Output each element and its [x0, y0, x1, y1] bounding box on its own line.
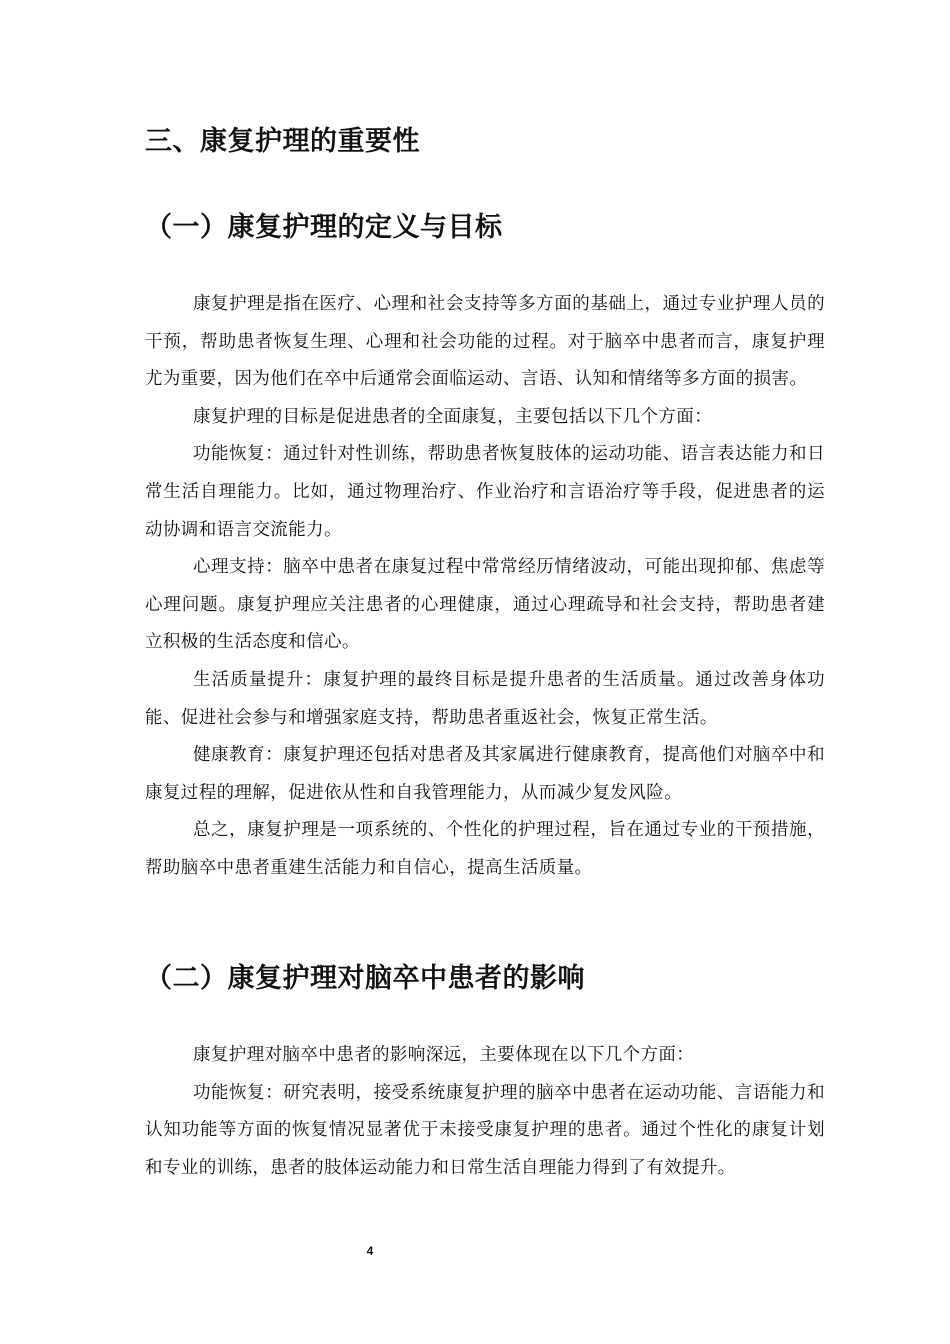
paragraph: 康复护理是指在医疗、心理和社会支持等多方面的基础上，通过专业护理人员的干预，帮助患者恢复生理、心理和社会功能的过程。对于脑卒中患者而言，康复护理尤为重要，因为他们在卒中后通常会面临运动、言语、认知和情绪等多方面的损害。 — [145, 294, 825, 390]
paragraph: 康复护理对脑卒中患者的影响深远，主要体现在以下几个方面： — [193, 1045, 695, 1065]
paragraph: 生活质量提升：康复护理的最终目标是提升患者的生活质量。通过改善身体功能、促进社会参与和增强家庭支持，帮助患者重返社会，恢复正常生活。 — [145, 669, 825, 728]
paragraph: 总之，康复护理是一项系统的、个性化的护理过程，旨在通过专业的干预措施，帮助脑卒中患者重建生活能力和自信心，提高生活质量。 — [145, 820, 825, 878]
paragraph: 功能恢复：通过针对性训练，帮助患者恢复肢体的运动功能、语言表达能力和日常生活自理能力。比如，通过物理治疗、作业治疗和言语治疗等手段，促进患者的运动协调和语言交流能力。 — [145, 444, 825, 540]
section-heading-definition: （一）康复护理的定义与目标 — [145, 212, 503, 243]
section-heading-impact: （二）康复护理对脑卒中患者的影响 — [145, 963, 585, 994]
section-body-impact — [145, 1037, 825, 1187]
paragraph: 功能恢复：研究表明，接受系统康复护理的脑卒中患者在运动功能、言语能力和认知功能等方面的恢复情况显著优于未接受康复护理的患者。通过个性化的康复计划和专业的训练，患者的肢体运动能力和日常生活自理能力得到了有效提升。 — [145, 1082, 825, 1178]
paragraph: 康复护理的目标是促进患者的全面康复，主要包括以下几个方面： — [193, 406, 713, 427]
chapter-heading: 三、康复护理的重要性 — [145, 126, 420, 157]
page-number: 4 — [366, 1244, 374, 1258]
section-body-definition — [145, 286, 825, 888]
paragraph: 健康教育：康复护理还包括对患者及其家属进行健康教育，提高他们对脑卒中和康复过程的理解，促进依从性和自我管理能力，从而减少复发风险。 — [145, 745, 825, 803]
paragraph: 心理支持：脑卒中患者在康复过程中常常经历情绪波动，可能出现抑郁、焦虑等心理问题。康复护理应关注患者的心理健康，通过心理疏导和社会支持，帮助患者建立积极的生活态度和信心。 — [145, 557, 825, 653]
